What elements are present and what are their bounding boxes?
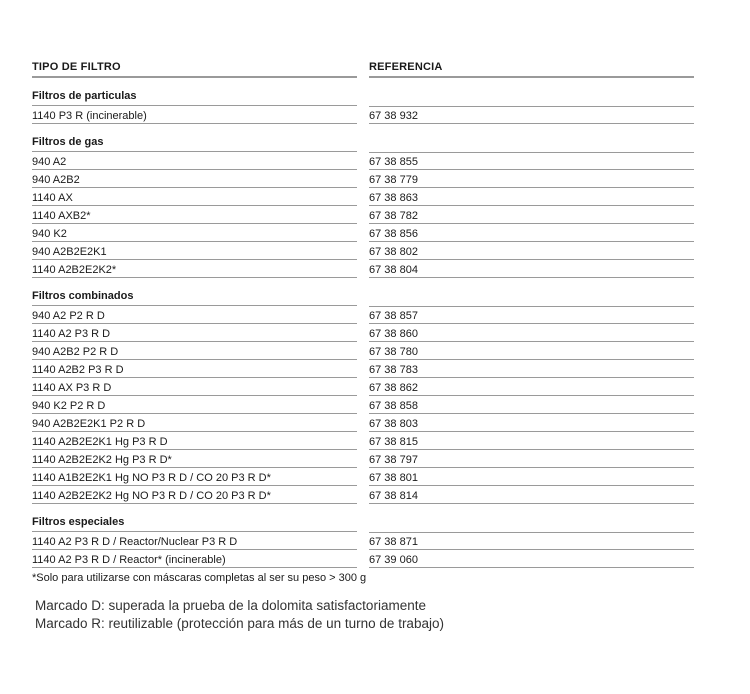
cell-referencia: 67 38 857: [369, 306, 694, 324]
filter-table: [32, 58, 694, 584]
cell-referencia: 67 38 862: [369, 378, 694, 396]
cell-referencia: 67 38 780: [369, 342, 694, 360]
cell-referencia: 67 38 801: [369, 468, 694, 486]
cell-referencia: 67 38 783: [369, 360, 694, 378]
cell-referencia: 67 38 858: [369, 396, 694, 414]
cell-referencia: 67 38 855: [369, 152, 694, 170]
table-row: [32, 342, 694, 360]
cell-tipo: 1140 A2 P3 R D / Reactor* (incinerable): [32, 550, 357, 568]
table-row: [32, 324, 694, 342]
table-row: [32, 468, 694, 486]
table-header: [32, 58, 694, 78]
section-title: Filtros de particulas: [32, 88, 357, 106]
cell-tipo: 1140 P3 R (incinerable): [32, 106, 357, 124]
section-title: Filtros combinados: [32, 288, 357, 306]
cell-tipo: 940 K2 P2 R D: [32, 396, 357, 414]
cell-tipo: 1140 AXB2*: [32, 206, 357, 224]
table-row: [32, 360, 694, 378]
cell-referencia: 67 38 802: [369, 242, 694, 260]
table-row: [32, 188, 694, 206]
section-header: [32, 514, 694, 532]
cell-tipo: 940 A2 P2 R D: [32, 306, 357, 324]
section-header: [32, 288, 694, 306]
cell-referencia: 67 39 060: [369, 550, 694, 568]
cell-tipo: 940 A2B2E2K1: [32, 242, 357, 260]
cell-referencia: 67 38 814: [369, 486, 694, 504]
table-row: [32, 532, 694, 550]
table-row: [32, 152, 694, 170]
table-row: [32, 260, 694, 278]
section-gap: [32, 278, 694, 288]
note-marcado-d: Marcado D: superada la prueba de la dolomita satisfactoriamente: [35, 598, 426, 613]
table-row: [32, 396, 694, 414]
table-row: [32, 486, 694, 504]
table-row: [32, 450, 694, 468]
table-row: [32, 170, 694, 188]
cell-tipo: 1140 A2B2E2K2*: [32, 260, 357, 278]
section-header: [32, 88, 694, 106]
cell-referencia: 67 38 860: [369, 324, 694, 342]
cell-tipo: 940 K2: [32, 224, 357, 242]
cell-referencia: 67 38 932: [369, 106, 694, 124]
cell-tipo: 940 A2: [32, 152, 357, 170]
cell-tipo: 1140 A2B2E2K1 Hg P3 R D: [32, 432, 357, 450]
cell-tipo: 1140 AX P3 R D: [32, 378, 357, 396]
section-header: [32, 134, 694, 152]
marking-notes: [35, 597, 444, 633]
cell-referencia: 67 38 815: [369, 432, 694, 450]
table-body: [32, 78, 694, 568]
cell-tipo: 940 A2B2E2K1 P2 R D: [32, 414, 357, 432]
cell-referencia: 67 38 779: [369, 170, 694, 188]
cell-referencia: 67 38 782: [369, 206, 694, 224]
table-row: [32, 378, 694, 396]
cell-tipo: 1140 A2B2E2K2 Hg NO P3 R D / CO 20 P3 R D*: [32, 486, 357, 504]
cell-referencia: 67 38 803: [369, 414, 694, 432]
cell-tipo: 940 A2B2 P2 R D: [32, 342, 357, 360]
cell-referencia: 67 38 856: [369, 224, 694, 242]
table-row: [32, 306, 694, 324]
cell-tipo: 1140 A2 P3 R D / Reactor/Nuclear P3 R D: [32, 532, 357, 550]
section-gap: [32, 78, 694, 88]
table-row: [32, 550, 694, 568]
cell-referencia: 67 38 804: [369, 260, 694, 278]
table-row: [32, 242, 694, 260]
section-title: Filtros de gas: [32, 134, 357, 152]
header-tipo-de-filtro: TIPO DE FILTRO: [32, 58, 357, 78]
note-marcado-r: Marcado R: reutilizable (protección para más de un turno de trabajo): [35, 616, 444, 631]
section-gap: [32, 504, 694, 514]
cell-tipo: 940 A2B2: [32, 170, 357, 188]
table-row: [32, 206, 694, 224]
section-gap: [32, 124, 694, 134]
cell-referencia: 67 38 871: [369, 532, 694, 550]
cell-tipo: 1140 A2B2 P3 R D: [32, 360, 357, 378]
footnote: *Solo para utilizarse con máscaras completas al ser su peso > 300 g: [32, 572, 367, 584]
cell-tipo: 1140 A2 P3 R D: [32, 324, 357, 342]
cell-referencia: 67 38 797: [369, 450, 694, 468]
table-row: [32, 224, 694, 242]
cell-referencia: 67 38 863: [369, 188, 694, 206]
cell-tipo: 1140 A1B2E2K1 Hg NO P3 R D / CO 20 P3 R D*: [32, 468, 357, 486]
table-row: [32, 414, 694, 432]
table-row: [32, 106, 694, 124]
cell-tipo: 1140 AX: [32, 188, 357, 206]
section-title: Filtros especiales: [32, 514, 357, 532]
cell-tipo: 1140 A2B2E2K2 Hg P3 R D*: [32, 450, 357, 468]
header-referencia: REFERENCIA: [369, 58, 694, 78]
table-row: [32, 432, 694, 450]
